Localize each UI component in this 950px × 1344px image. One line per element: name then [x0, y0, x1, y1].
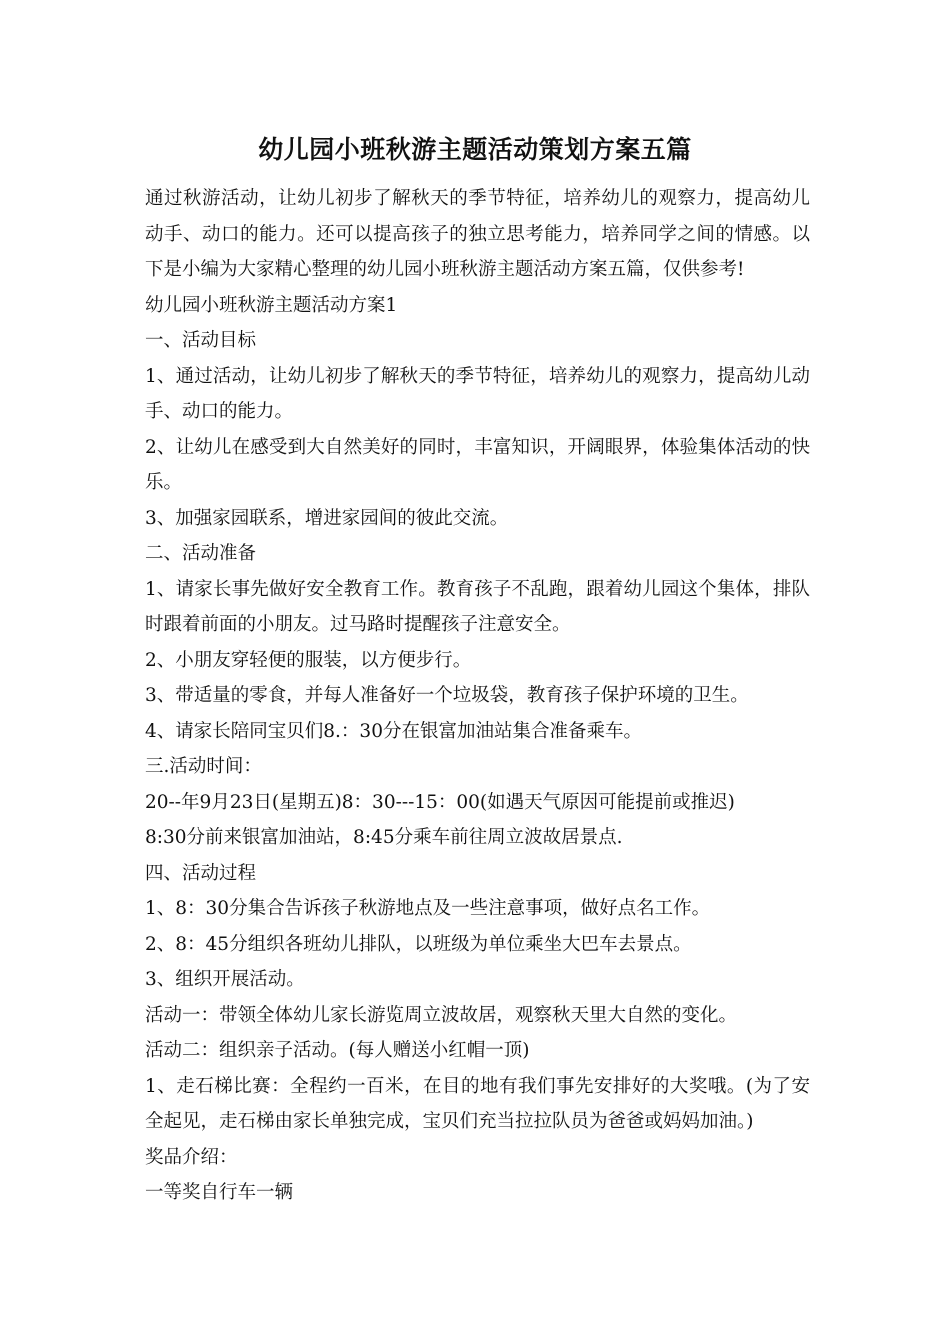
- heading-activity-process: 四、活动过程: [145, 862, 257, 884]
- section-heading-plan-1: 幼儿园小班秋游主题活动方案1: [145, 294, 398, 316]
- intro-paragraph: 通过秋游活动，让幼儿初步了解秋天的季节特征，培养幼儿的观察力，提高幼儿动手、动口的能力。还可以提高孩子的独立思考能力，培养同学之间的情感。以下是小编为大家精心整理的幼儿园小班秋游主题活动方案五篇，仅供参考!: [145, 188, 810, 280]
- document-title: 幼儿园小班秋游主题活动策划方案五篇: [258, 135, 692, 164]
- preparation-item-2: 2、小朋友穿轻便的服装，以方便步行。: [145, 649, 472, 671]
- process-item-3: 3、组织开展活动。: [145, 969, 305, 990]
- activity-meeting-line: 8:30分前来银富加油站，8:45分乘车前往周立波故居景点.: [145, 827, 623, 848]
- goal-item-3: 3、加强家园联系，增进家园间的彼此交流。: [145, 507, 509, 529]
- heading-activity-goals: 一、活动目标: [145, 330, 257, 351]
- preparation-item-3: 3、带适量的零食，并每人准备好一个垃圾袋，教育孩子保护环境的卫生。: [145, 685, 749, 706]
- document-body: [145, 181, 810, 1211]
- activity-date-line: 20--年9月23日(星期五)8：30---15：00(如遇天气原因可能提前或推迟): [145, 791, 735, 813]
- stair-race-item: 1、走石梯比赛：全程约一百米，在目的地有我们事先安排好的大奖哦。(为了安全起见，走石梯由家长单独完成，宝贝们充当拉拉队员为爸爸或妈妈加油。): [145, 1075, 810, 1132]
- prize-intro-heading: 奖品介绍：: [145, 1146, 238, 1168]
- activity-one: 活动一：带领全体幼儿家长游览周立波故居，观察秋天里大自然的变化。: [145, 1004, 738, 1026]
- activity-two: 活动二：组织亲子活动。(每人赠送小红帽一顶): [145, 1040, 530, 1061]
- process-item-1: 1、8：30分集合告诉孩子秋游地点及一些注意事项，做好点名工作。: [145, 898, 711, 919]
- process-item-2: 2、8：45分组织各班幼儿排队，以班级为单位乘坐大巴车去景点。: [145, 933, 692, 955]
- goal-item-2: 2、让幼儿在感受到大自然美好的同时，丰富知识，开阔眼界，体验集体活动的快乐。: [145, 436, 810, 493]
- heading-activity-preparation: 二、活动准备: [145, 543, 257, 564]
- goal-item-1: 1、通过活动，让幼儿初步了解秋天的季节特征，培养幼儿的观察力，提高幼儿动手、动口的能力。: [145, 365, 810, 422]
- first-prize-line: 一等奖自行车一辆: [145, 1182, 294, 1203]
- preparation-item-1: 1、请家长事先做好安全教育工作。教育孩子不乱跑，跟着幼儿园这个集体，排队时跟着前面的小朋友。过马路时提醒孩子注意安全。: [145, 578, 810, 635]
- heading-activity-time: 三.活动时间：: [145, 756, 262, 777]
- preparation-item-4: 4、请家长陪同宝贝们8.：30分在银富加油站集合准备乘车。: [145, 720, 642, 742]
